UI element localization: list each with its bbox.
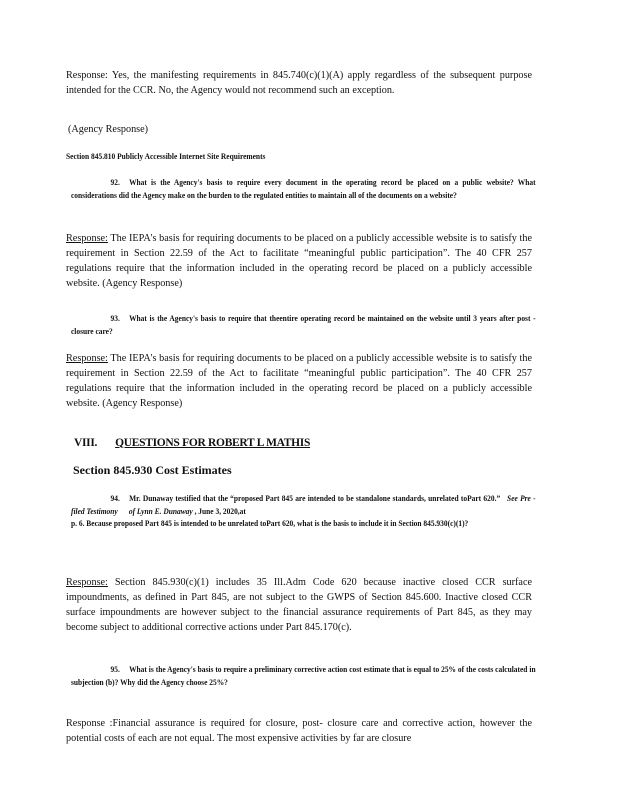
question-text: What is the Agency's basis to require that theentire operating record be maintained on the website until 3 years after post - closure care? bbox=[71, 314, 536, 336]
agency-response-note bbox=[68, 122, 534, 137]
response-text: Section 845.930(c)(1) includes 35 Ill.Adm Code 620 because inactive closed CCR surface impoundments, as defined in Part 845, are not subject to the GWPS of Section 845.600. Inactive closed CCR surface impoundments are however subject to the financial assurance requirements of Part 845, as they may become subject to additional corrective actions under Part 845.170(c). bbox=[66, 577, 532, 633]
response-label: Response: bbox=[66, 233, 108, 244]
section-845-930-heading bbox=[73, 461, 539, 479]
question-number: 94. bbox=[110, 494, 120, 503]
section-heading-text: Section 845.810 Publicly Accessible Internet Site Requirements bbox=[66, 152, 266, 161]
citation-italic: of Lynn E. bbox=[128, 506, 162, 516]
question-text: What is the Agency's basis to require every document in the operating record be placed on a public website? What considerations did the Agency make on the burden to the regulated entities to maintain all of the documents on a website? bbox=[71, 178, 536, 200]
response-text: Response :Financial assurance is required for closure, post- closure care and corrective action, however the potential costs of each are not equal. The most expensive activities by far are closure bbox=[66, 718, 532, 744]
response-paragraph-1 bbox=[66, 68, 532, 98]
question-94 bbox=[71, 493, 537, 531]
citation-date: , June 3, 2020,at bbox=[192, 506, 246, 516]
question-text: Mr. Dunaway testified that the “proposed Part 845 are intended to be standalone standards, unrelated toPart 620.” bbox=[129, 494, 501, 503]
response-label: Response: bbox=[66, 577, 108, 588]
section-845-810-heading bbox=[66, 151, 532, 164]
response-92 bbox=[66, 231, 532, 291]
citation-italic: Dunaway bbox=[163, 506, 193, 516]
response-93 bbox=[66, 351, 532, 411]
question-95 bbox=[71, 664, 537, 689]
question-92 bbox=[71, 177, 537, 202]
question-number: 95. bbox=[110, 665, 120, 674]
question-number: 93. bbox=[110, 314, 120, 323]
response-text: Response: Yes, the manifesting requirements in 845.740(c)(1)(A) apply regardless of the subsequent purpose intended for the CCR. No, the Agency would not recommend such an exception. bbox=[66, 70, 532, 96]
response-text: The IEPA's basis for requiring documents to be placed on a publicly accessible website is to satisfy the requirement in Section 22.59 of the Act to facilitate “meaningful public participation”. The 40 CFR 257 regulations require that the information included in the operating record be placed on a publicly accessible website. (Agency Response) bbox=[66, 353, 532, 409]
response-label: Response: bbox=[66, 353, 108, 364]
roman-numeral: VIII. bbox=[74, 437, 98, 449]
response-95 bbox=[66, 716, 532, 746]
question-text: p. 6. Because proposed Part 845 is intended to be unrelated toPart 620, what is the basis to include it in Section 845.930(c)(1)? bbox=[71, 519, 469, 528]
section-heading-text: Section 845.930 Cost Estimates bbox=[73, 463, 232, 477]
question-93 bbox=[71, 313, 537, 338]
section-title: QUESTIONS FOR ROBERT L MATHIS bbox=[115, 437, 311, 449]
response-text: The IEPA's basis for requiring documents to be placed on a publicly accessible website is to satisfy the requirement in Section 22.59 of the Act to facilitate “meaningful public participation”. The 40 CFR 257 regulations require that the information included in the operating record be placed on a publicly accessible website. (Agency Response) bbox=[66, 233, 532, 289]
citation-italic: See Pre - filed Testimony bbox=[71, 494, 536, 516]
agency-response-text: (Agency Response) bbox=[68, 124, 149, 135]
response-94 bbox=[66, 575, 532, 635]
question-text: What is the Agency's basis to require a preliminary corrective action cost estimate that is equal to 25% of the costs calculated in subjection (b)? Why did the Agency choose 25%? bbox=[71, 665, 536, 687]
section-viii-heading bbox=[74, 433, 540, 451]
question-number: 92. bbox=[110, 178, 120, 187]
